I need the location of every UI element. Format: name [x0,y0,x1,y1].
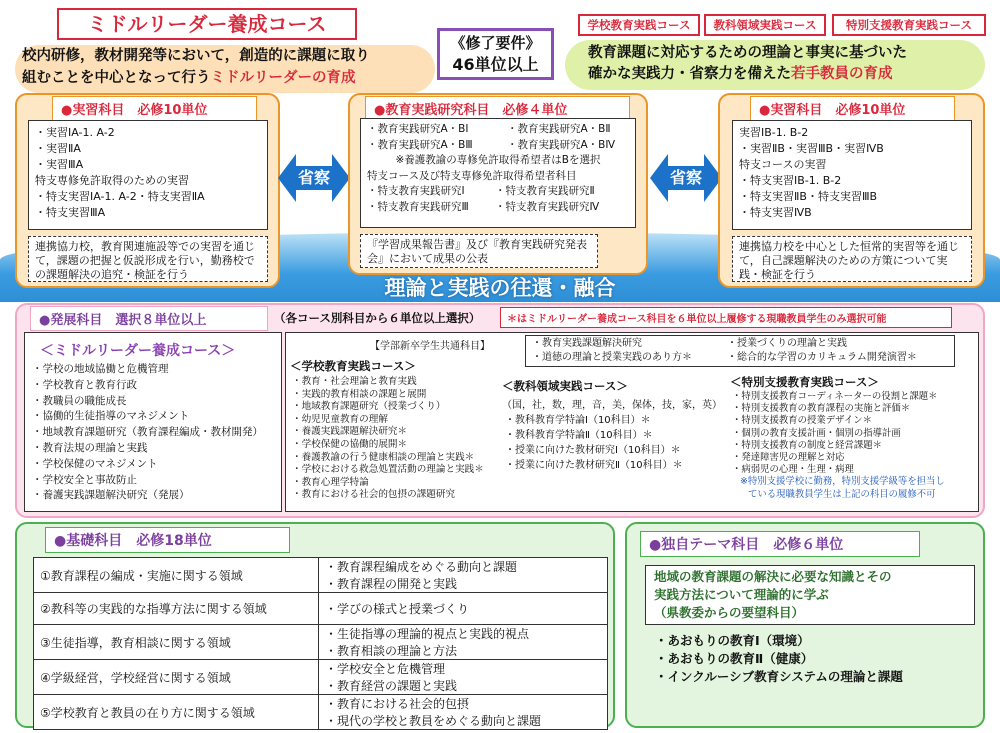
theme-desc-line: （県教委からの要望科目） [654,605,805,620]
subject-course-head: ＜教科領域実践コース＞ [502,379,628,393]
elective-item: ・教育・社会理論と教育実践 [292,376,417,387]
basic-subject-cell: ・学びの様式と授業づくり [319,593,608,625]
basic-table [33,557,608,730]
practicum-right-item: 特支コースの実習 [739,158,827,171]
practicum-right-item: ・実習ⅡB・実習ⅢB・実習ⅣB [739,142,884,155]
common-item: ・授業づくりの理論と実践 [727,338,847,349]
completion-requirement-units: 46単位以上 [452,55,539,74]
middle-leader-course-tag: ミドルリーダー養成コース [57,8,357,40]
elective-item: ・教育心理学特論 [292,476,369,488]
elective-item: ・養護実践課題解決研究＊ [292,426,408,438]
school-course-list [292,376,484,502]
elective-item: ・個別の教育支援計画・個別の指導計画 [732,427,901,439]
practicum-right-item: 実習ⅠB-1. B-2 [739,126,809,139]
development-title: ●発展科目 選択８単位以上 [30,306,268,331]
elective-item: ・養護実践課題解決研究（発展） [32,489,190,502]
elective-item: ・教育法規の理論と実践 [32,441,148,454]
practicum-left-item: ・特支実習ⅢA [35,206,106,219]
elective-item: ・学校における救急処置活動の理論と実践＊ [292,464,484,476]
elective-item: ・学校の地域協働と危機管理 [32,363,169,375]
research-title: ●教育実践研究科目 必修４単位 [365,96,630,121]
research-note-b: ※養護教諭の専修免許取得希望者はBを選択 [395,154,601,166]
table-row [34,660,608,695]
basic-subject-cell: ・学校安全と危機管理 ・教育経営の課題と実践 [319,660,608,695]
practicum-right-note: 連携協力校を中心とした恒常的実習等を通じて，自己課題解決のための方策について実践・検証を行う [732,236,972,282]
table-row [34,558,608,593]
research-item: ・教育実践研究A・BⅢ [367,138,473,151]
elective-item: ・実践的教育相談の課題と展開 [292,388,427,400]
special-course-note: ている現職教員学生は上記の科目の履修不可 [748,488,936,500]
basic-area-cell: ④学級経営，学校経営に関する領域 [34,660,319,695]
special-course-head: ＜特別支援教育実践コース＞ [730,375,879,389]
practicum-right-item: ・特支実習ⅠB-1. B-2 [739,174,842,187]
school-education-course-tag: 学校教育実践コース [578,14,700,36]
elective-item: ・幼児児童教育の理解 [292,413,388,425]
table-row [34,593,608,625]
subject-course-list [505,413,683,473]
common-subjects-label: 【学部新卒学生共通科目】 [370,341,490,352]
development-notice: ＊はミドルリーダー養成コース科目を６単位以上履修する現職教員学生のみ選択可能 [500,307,952,328]
common-item: ・教育実践課題解決研究 [532,338,642,349]
common-item: ・道徳の理論と授業実践のあり方＊ [532,352,692,363]
elective-item: ・地域教育課題研究（授業づくり） [292,401,446,413]
elective-item: ・病弱児の心理・生理・病理 [732,464,854,476]
research-list [360,118,636,228]
elective-item: ・学校保健のマネジメント [32,457,158,470]
practicum-left-list [28,120,268,230]
basic-area-cell: ③生徒指導，教育相談に関する領域 [34,625,319,660]
research-item: ・特支教育実践研究Ⅰ [367,185,465,197]
banner-title: 理論と実践の往還・融合 [384,276,616,300]
theme-list [655,632,903,686]
elective-item: ・協働的生徒指導のマネジメント [32,410,190,423]
basic-area-cell: ②教科等の実践的な指導方法に関する領域 [34,593,319,625]
middle-leader-desc-highlight: ミドルリーダーの育成 [210,70,356,86]
theme-item: ・あおもりの教育Ⅰ（環境） [655,633,810,648]
special-support-course-tag: 特別支援教育実践コース [832,14,986,36]
basic-area-cell: ⑤学校教育と教員の在り方に関する領域 [34,695,319,730]
reflection-label-left: 省察 [297,168,330,187]
theme-desc-line: 実践方法について理論的に学ぶ [654,587,829,602]
elective-item: ・学校安全と事故防止 [32,473,137,486]
research-item: ・特支教育実践研究Ⅳ [495,200,600,213]
theme-description [645,565,975,625]
basic-subject-cell: ・教育における社会的包摂 ・現代の学校と教員をめぐる動向と課題 [319,695,608,730]
research-item: ・教育実践研究A・BⅠ [367,123,469,135]
basic-subject-cell: ・教育課程編成をめぐる動向と課題 ・教育課程の開発と実践 [319,558,608,593]
young-teacher-desc-line1: 教育課題に対応するための理論と事実に基づいた [588,45,907,61]
reflection-label-right: 省察 [669,168,702,187]
basic-title: ●基礎科目 必修18単位 [45,527,290,553]
young-teacher-desc-line2: 確かな実践力・省察力を備えた [588,66,791,82]
middle-leader-desc-line2: 組むことを中心となって行う [22,70,211,86]
theme-title: ●独自テーマ科目 必修６単位 [640,531,920,557]
completion-requirement-box [437,28,554,80]
practicum-left-item: ・特支実習ⅠA-1. A-2・特支実習ⅡA [35,190,205,203]
middle-leader-desc-line1: 校内研修，教材開発等において，創造的に課題に取り [22,48,370,64]
practicum-left-title: ●実習科目 必修10単位 [52,96,257,121]
special-course-note: ※特別支援学校に勤務，特別支援学級等を担当し [740,476,945,488]
research-tokushi-head: 特支コース及び特支専修免許取得希望者科目 [367,169,577,182]
table-row [34,625,608,660]
common-subjects-box [525,335,955,367]
common-item: ・総合的な学習のカリキュラム開発演習＊ [727,352,917,363]
research-item: ・教育実践研究A・BⅣ [507,138,616,151]
subject-course-sub: （国，社，数，理，音，美，保体，技，家，英） [502,400,722,411]
elective-item: ・授業に向けた教材研究Ⅱ（10科目）＊ [505,460,683,471]
elective-item: ・特別支援教育コーディネーターの役割と課題＊ [732,391,938,402]
theme-desc-line: 地域の教育課題の解決に必要な知識とその [654,569,892,584]
elective-item: ・発達障害児の理解と対応 [732,452,845,464]
completion-requirement-title: 《修了要件》 [450,34,541,52]
elective-item: ・地域教育課題研究（教育課程編成・教材開発） [32,426,263,439]
elective-item: ・学校教育と教育行政 [32,378,137,391]
practicum-right-item: ・特支実習ⅡB・特支実習ⅢB [739,190,878,203]
elective-item: ・教育における社会的包摂の課題研究 [292,489,456,501]
elective-item: ・養護教諭の行う健康相談の理論と実践＊ [292,451,475,463]
middle-leader-elective-list [32,362,263,504]
practicum-left-item: 特支専修免許取得のための実習 [35,174,189,187]
basic-subject-cell: ・生徒指導の理論的視点と実践的視点 ・教育相談の理論と方法 [319,625,608,660]
elective-item: ・教職員の職能成長 [32,394,127,407]
practicum-left-item: ・実習ⅢA [35,158,84,171]
subject-area-course-tag: 教科領域実践コース [704,14,826,36]
practicum-right-list [732,120,972,230]
elective-item: ・教科教育学特論Ⅰ（10科目）＊ [505,415,651,426]
theme-item: ・あおもりの教育Ⅱ（健康） [655,651,814,666]
elective-item: ・授業に向けた教材研究Ⅰ（10科目）＊ [505,445,681,456]
elective-item: ・特別支援教育の制度と経営課題＊ [732,439,883,451]
practicum-right-item: ・特支実習ⅣB [739,206,812,219]
elective-item: ・特別支援教育の教育課程の実施と評価＊ [732,403,911,415]
elective-item: ・特別支援教育の授業デザイン＊ [732,415,872,427]
development-subtitle: （各コース別科目から６単位以上選択） [274,311,481,325]
research-note: 『学習成果報告書』及び『教育実践研究発表会』において成果の公表 [360,234,598,268]
research-item: ・教育実践研究A・BⅡ [507,123,611,135]
research-item: ・特支教育実践研究Ⅱ [495,185,595,197]
elective-item: ・教科教育学特論Ⅱ（10科目）＊ [505,430,653,441]
young-teacher-desc-highlight: 若手教員の育成 [791,66,893,82]
special-course-list [732,391,945,501]
table-row [34,695,608,730]
practicum-left-item: ・実習ⅠA-1. A-2 [35,126,115,139]
practicum-right-title: ●実習科目 必修10単位 [750,96,955,121]
basic-area-cell: ①教育課程の編成・実施に関する領域 [34,558,319,593]
practicum-left-item: ・実習ⅡA [35,142,81,155]
middle-leader-elective-head: ＜ミドルリーダー養成コース＞ [40,343,236,359]
elective-item: ・学校保健の協働的展開＊ [292,438,408,450]
school-course-head: ＜学校教育実践コース＞ [290,359,416,373]
theme-item: ・インクルーシブ教育システムの理論と課題 [655,669,903,684]
research-item: ・特支教育実践研究Ⅲ [367,200,469,213]
practicum-left-note: 連携協力校，教育関連施設等での実習を通じて，課題の把握と仮説形成を行い，勤務校での課題解決の追究・検証を行う [28,236,268,282]
